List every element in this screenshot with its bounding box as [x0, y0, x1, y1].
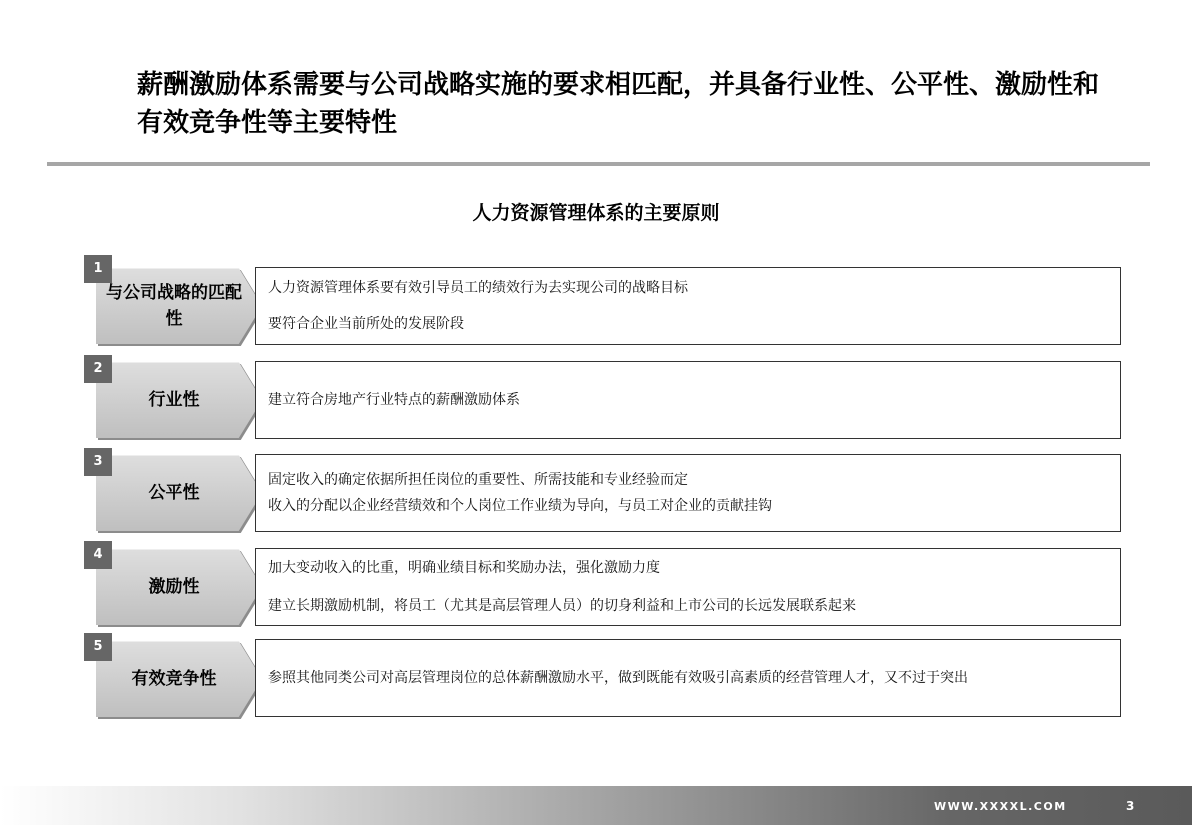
- principle-description-5: [255, 639, 1121, 717]
- principle-row-1: [84, 255, 1124, 345]
- title-divider: [47, 162, 1150, 166]
- principle-label-5: [104, 641, 244, 717]
- principle-description-3: [255, 454, 1121, 532]
- description-line: 固定收入的确定依据所担任岗位的重要性、所需技能和专业经验而定: [268, 472, 688, 488]
- description-line: 建立长期激励机制，将员工（尤其是高层管理人员）的切身利益和上市公司的长远发展联系起来: [268, 598, 856, 614]
- principle-label-1: [104, 268, 244, 344]
- principle-number-3: 3: [84, 448, 112, 476]
- principle-description-4: [255, 548, 1121, 626]
- principle-label-2: [104, 362, 244, 438]
- footer-url: WWW.XXXXL.COM: [934, 800, 1067, 813]
- page-title: 薪酬激励体系需要与公司战略实施的要求相匹配，并具备行业性、公平性、激励性和有效竞争性等主要特性: [137, 70, 1100, 138]
- principle-row-5: [84, 633, 1124, 719]
- principle-number-2: 2: [84, 355, 112, 383]
- description-line: 加大变动收入的比重，明确业绩目标和奖励办法，强化激励力度: [268, 560, 660, 576]
- description-line: 收入的分配以企业经营绩效和个人岗位工作业绩为导向，与员工对企业的贡献挂钩: [268, 498, 772, 514]
- principle-description-2: [255, 361, 1121, 439]
- principle-label-3: [104, 455, 244, 531]
- principle-row-3: [84, 448, 1124, 532]
- description-line: 要符合企业当前所处的发展阶段: [268, 316, 464, 332]
- principle-label-text: 激励性: [148, 577, 200, 597]
- principle-row-2: [84, 355, 1124, 439]
- principle-description-1: [255, 267, 1121, 345]
- page-number: 3: [1126, 799, 1135, 813]
- principle-number-5: 5: [84, 633, 112, 661]
- principle-number-1: 1: [84, 255, 112, 283]
- principle-row-4: [84, 541, 1124, 627]
- principle-label-text: 公平性: [148, 483, 200, 503]
- description-line: 参照其他同类公司对高层管理岗位的总体薪酬激励水平，做到既能有效吸引高素质的经营管理人才，又不过于突出: [268, 670, 968, 686]
- principle-number-4: 4: [84, 541, 112, 569]
- principle-label-4: [104, 549, 244, 625]
- principle-label-text: 与公司战略的匹配性: [106, 283, 242, 329]
- principle-label-text: 有效竞争性: [131, 669, 217, 689]
- section-subtitle: 人力资源管理体系的主要原则: [472, 202, 720, 224]
- principle-label-text: 行业性: [148, 390, 200, 410]
- description-line: 人力资源管理体系要有效引导员工的绩效行为去实现公司的战略目标: [268, 280, 688, 296]
- description-line: 建立符合房地产行业特点的薪酬激励体系: [268, 392, 520, 408]
